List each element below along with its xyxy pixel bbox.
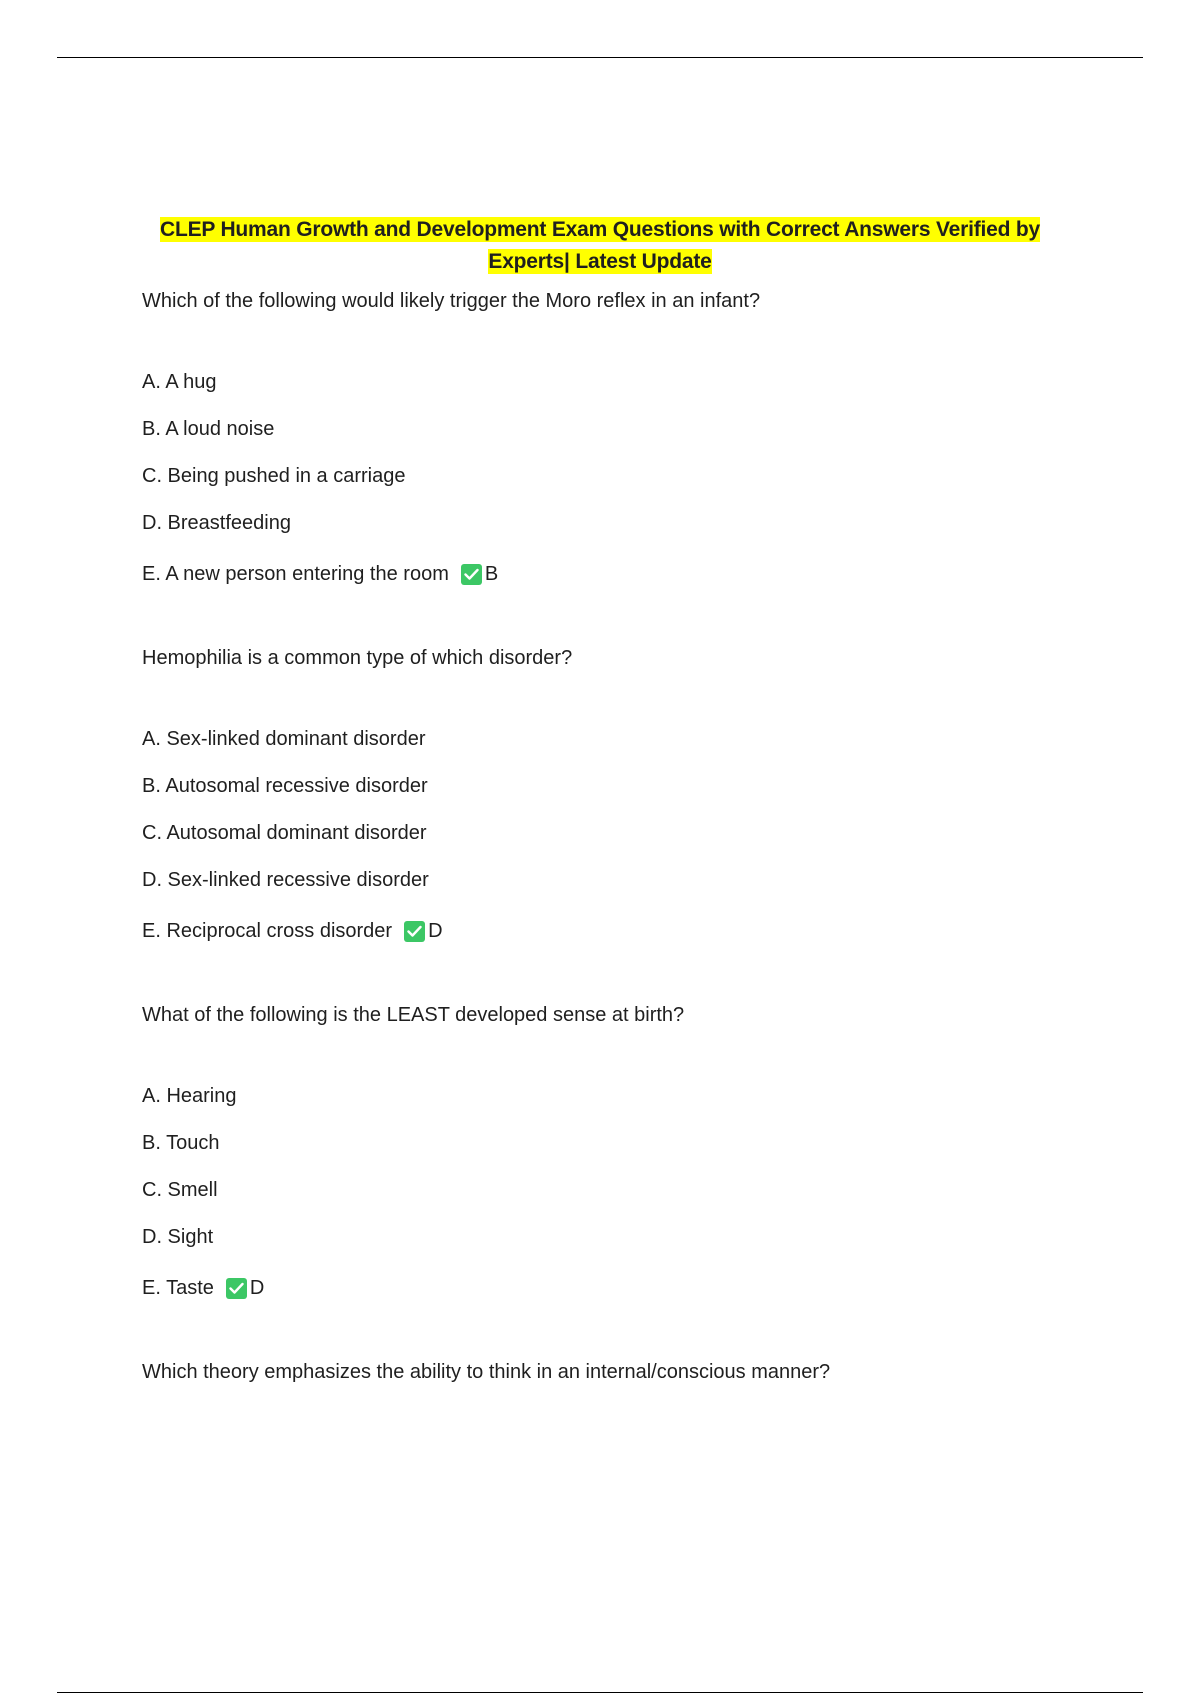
option-c: C. Smell [142,1179,218,1201]
option-c: C. Being pushed in a carriage [142,465,406,487]
option-e-label: E. A new person entering the room [142,563,449,585]
answer-key: B [484,563,499,585]
option-b: B. A loud noise [142,418,275,440]
option-c: C. Autosomal dominant disorder [142,822,427,844]
option-d: D. Sex-linked recessive disorder [142,869,429,891]
option-a: A. Hearing [142,1085,237,1107]
header-rule [57,57,1143,58]
question-block [142,1359,1058,1385]
question-block [142,1002,1058,1301]
question-text: Which theory emphasizes the ability to think in an internal/conscious manner? [142,1361,831,1383]
question-text: What of the following is the LEAST developed sense at birth? [142,1004,685,1026]
option-a: A. Sex-linked dominant disorder [142,728,426,750]
option-d: D. Sight [142,1226,214,1248]
document-title: CLEP Human Growth and Development Exam Questions with Correct Answers Verified by Experts| Latest Update [159,218,1040,273]
option-e-label: E. Taste [142,1277,214,1299]
question-text: Hemophilia is a common type of which disorder? [142,647,573,669]
green-check-icon [461,564,482,585]
answer-key: D [428,920,443,942]
document-body [142,214,1058,1440]
question-block [142,645,1058,944]
question-block [142,288,1058,587]
option-a: A. A hug [142,371,217,393]
answer-key: D [249,1277,265,1299]
option-d: D. Breastfeeding [142,512,291,534]
option-b: B. Touch [142,1132,220,1154]
green-check-icon [404,921,425,942]
option-e [142,1275,1058,1301]
question-text: Which of the following would likely trigger the Moro reflex in an infant? [142,290,761,312]
option-b: B. Autosomal recessive disorder [142,775,428,797]
option-e [142,561,1058,587]
green-check-icon [226,1278,247,1299]
option-e [142,918,1058,944]
option-e-label: E. Reciprocal cross disorder [142,920,393,942]
footer-rule [57,1692,1143,1693]
